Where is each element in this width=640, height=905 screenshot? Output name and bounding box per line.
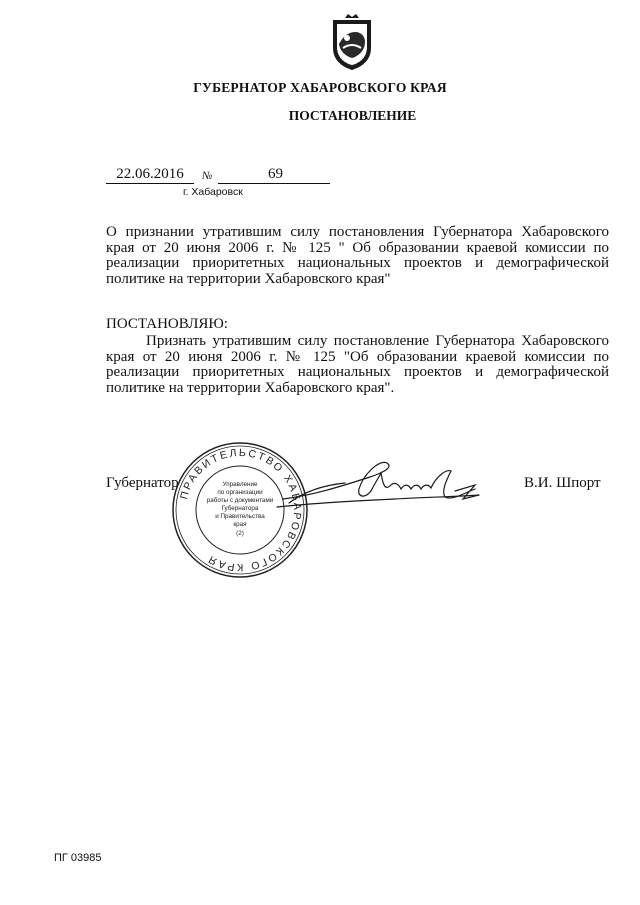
document-date: 22.06.2016 bbox=[106, 165, 194, 184]
svg-text:края: края bbox=[233, 521, 247, 528]
number-sign: № bbox=[202, 170, 213, 182]
svg-text:Губернатора: Губернатора bbox=[221, 505, 259, 512]
issuer-title: ГУБЕРНАТОР ХАБАРОВСКОГО КРАЯ bbox=[193, 80, 447, 95]
signatory-role: Губернатор bbox=[106, 475, 179, 491]
signatory-name: В.И. Шпорт bbox=[524, 475, 601, 491]
svg-text:Управление: Управление bbox=[222, 481, 258, 488]
svg-text:по организации: по организации bbox=[217, 489, 263, 496]
svg-text:работы с документами: работы с документами bbox=[206, 497, 274, 504]
decree-heading: ПОСТАНОВЛЯЮ: bbox=[106, 316, 228, 332]
document-number: 69 bbox=[268, 166, 283, 182]
footer-code: ПГ 03985 bbox=[54, 852, 102, 864]
issue-city: г. Хабаровск bbox=[183, 186, 243, 198]
decree-text: Признать утратившим силу постановление Губернатора Хабаровского края от 20 июня 2006 г. № 125 "Об образовании краевой комиссии по реализации приоритетных национальных проектов и демографической политике на территории Хабаровского края". bbox=[106, 333, 609, 396]
svg-text:(2): (2) bbox=[236, 530, 244, 537]
document-number-field bbox=[218, 165, 330, 184]
coat-of-arms-icon bbox=[329, 14, 375, 72]
document-subject: О признании утратившим силу постановления Губернатора Хабаровского края от 20 июня 2006 г. № 125 " Об образовании краевой комиссии по реализации приоритетных национальных проектов и демографической политике на территории Хабаровского края" bbox=[106, 224, 609, 287]
svg-text:и Правительства: и Правительства bbox=[215, 513, 265, 520]
handwritten-signature bbox=[275, 455, 480, 515]
svg-text:ПРАВИТЕЛЬСТВО ХАБАРОВСКОГО КРА: ПРАВИТЕЛЬСТВО ХАБАРОВСКОГО КРАЯ bbox=[178, 446, 304, 574]
document-type: ПОСТАНОВЛЕНИЕ bbox=[288, 108, 417, 123]
